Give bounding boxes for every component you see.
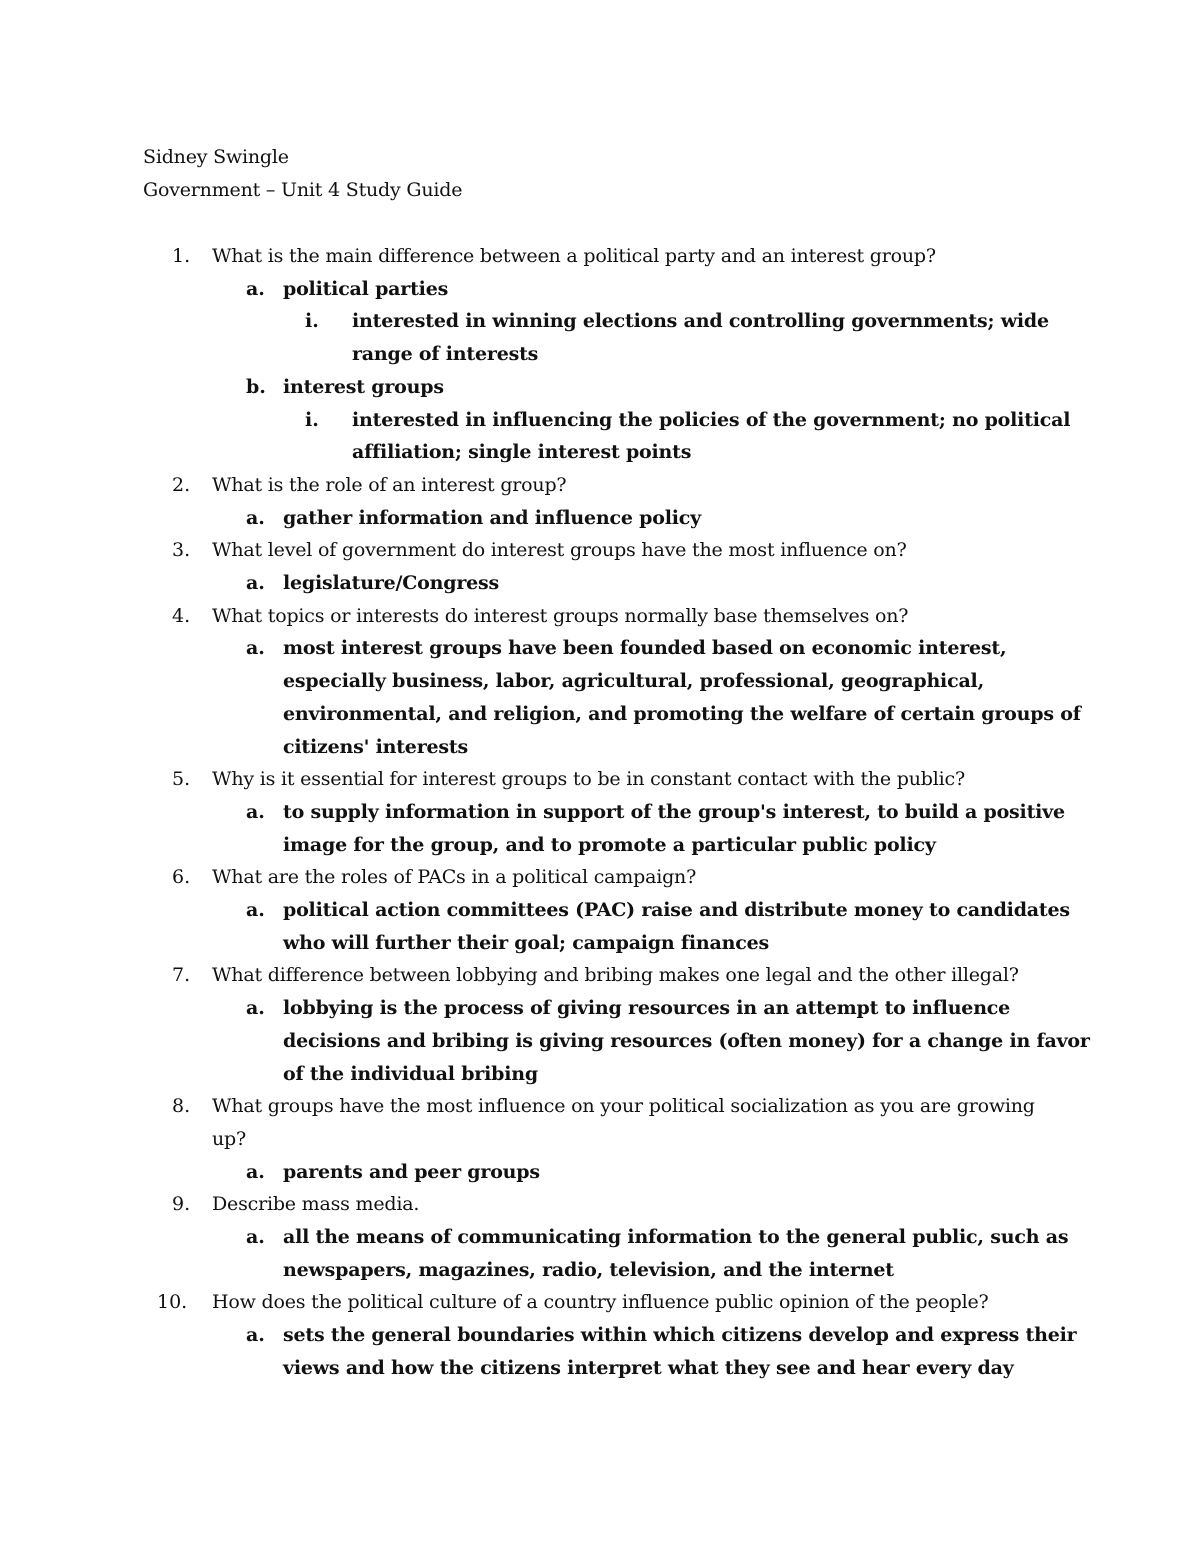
answer-text: all the means of communicating information to the general public, such as: [283, 1226, 1069, 1248]
answer-text: sets the general boundaries within which citizens develop and express their: [283, 1324, 1077, 1347]
question-text: What topics or interests do interest groups normally base themselves on?: [212, 604, 909, 627]
question-number: 7.: [172, 964, 191, 987]
question-number: 1.: [172, 245, 191, 267]
question-number: 4.: [172, 604, 191, 627]
sub-answer-text: affiliation; single interest points: [352, 441, 692, 464]
question-text: Why is it essential for interest groups to be in constant contact with the public?: [212, 768, 965, 791]
answer-marker: a.: [246, 800, 265, 823]
question-text: up?: [212, 1127, 246, 1150]
answer-text: gather information and influence policy: [283, 506, 701, 529]
sub-answer-text: range of interests: [352, 343, 539, 366]
answer-marker: a.: [246, 572, 265, 594]
answer-text: political action committees (PAC) raise and distribute money to candidates: [283, 899, 1070, 921]
answer-marker: a.: [246, 1324, 265, 1347]
answer-text: lobbying is the process of giving resources in an attempt to influence: [283, 997, 1011, 1020]
answer-marker: a.: [246, 1226, 265, 1248]
answer-marker: a.: [246, 1160, 265, 1183]
answer-text: legislature/Congress: [283, 572, 500, 594]
question-number: 6.: [172, 866, 191, 889]
answer-text: environmental, and religion, and promoting the welfare of certain groups of: [283, 702, 1081, 725]
question-text: What are the roles of PACs in a political campaign?: [212, 866, 697, 889]
question-text: What is the main difference between a political party and an interest group?: [212, 245, 936, 267]
question-text: What is the role of an interest group?: [212, 473, 567, 496]
question-number: 3.: [172, 539, 191, 562]
sub-answer-marker: i.: [305, 310, 319, 333]
answer-text: views and how the citizens interpret what they see and hear every day: [283, 1356, 1014, 1379]
answer-text: newspapers, magazines, radio, television, and the internet: [283, 1258, 894, 1281]
answer-marker: a.: [246, 506, 265, 529]
answer-text: who will further their goal; campaign finances: [283, 931, 770, 954]
answer-marker: a.: [246, 997, 265, 1020]
answer-text: interest groups: [283, 375, 444, 398]
question-number: 9.: [172, 1193, 191, 1216]
answer-text: especially business, labor, agricultural, professional, geographical,: [283, 670, 984, 693]
question-number: 2.: [172, 473, 191, 496]
answer-marker: a.: [246, 277, 265, 300]
sub-answer-text: interested in influencing the policies of the government; no political: [352, 408, 1071, 431]
question-text: Describe mass media.: [212, 1193, 420, 1216]
answer-text: citizens' interests: [283, 735, 468, 758]
question-number: 5.: [172, 768, 191, 791]
sub-answer-marker: i.: [305, 408, 319, 431]
answer-marker: a.: [246, 637, 265, 660]
question-number: 8.: [172, 1095, 191, 1118]
author-name: Sidney Swingle: [143, 146, 289, 168]
question-text: What difference between lobbying and bribing makes one legal and the other illegal?: [212, 964, 1019, 987]
document-title: Government – Unit 4 Study Guide: [143, 179, 463, 201]
sub-answer-text: interested in winning elections and controlling governments; wide: [352, 310, 1049, 333]
answer-text: political parties: [283, 277, 449, 300]
answer-marker: b.: [246, 375, 266, 398]
question-number: 10.: [157, 1291, 188, 1314]
answer-text: of the individual bribing: [283, 1062, 538, 1085]
answer-text: to supply information in support of the group's interest, to build a positive: [283, 800, 1065, 823]
answer-text: decisions and bribing is giving resources (often money) for a change in favor: [283, 1029, 1090, 1052]
answer-text: parents and peer groups: [283, 1160, 540, 1183]
question-text: What level of government do interest groups have the most influence on?: [212, 539, 907, 562]
question-text: What groups have the most influence on your political socialization as you are growing: [212, 1095, 1035, 1118]
answer-text: most interest groups have been founded based on economic interest,: [283, 637, 1007, 660]
answer-marker: a.: [246, 899, 265, 921]
question-text: How does the political culture of a country influence public opinion of the people?: [212, 1291, 989, 1314]
answer-text: image for the group, and to promote a particular public policy: [283, 833, 936, 856]
